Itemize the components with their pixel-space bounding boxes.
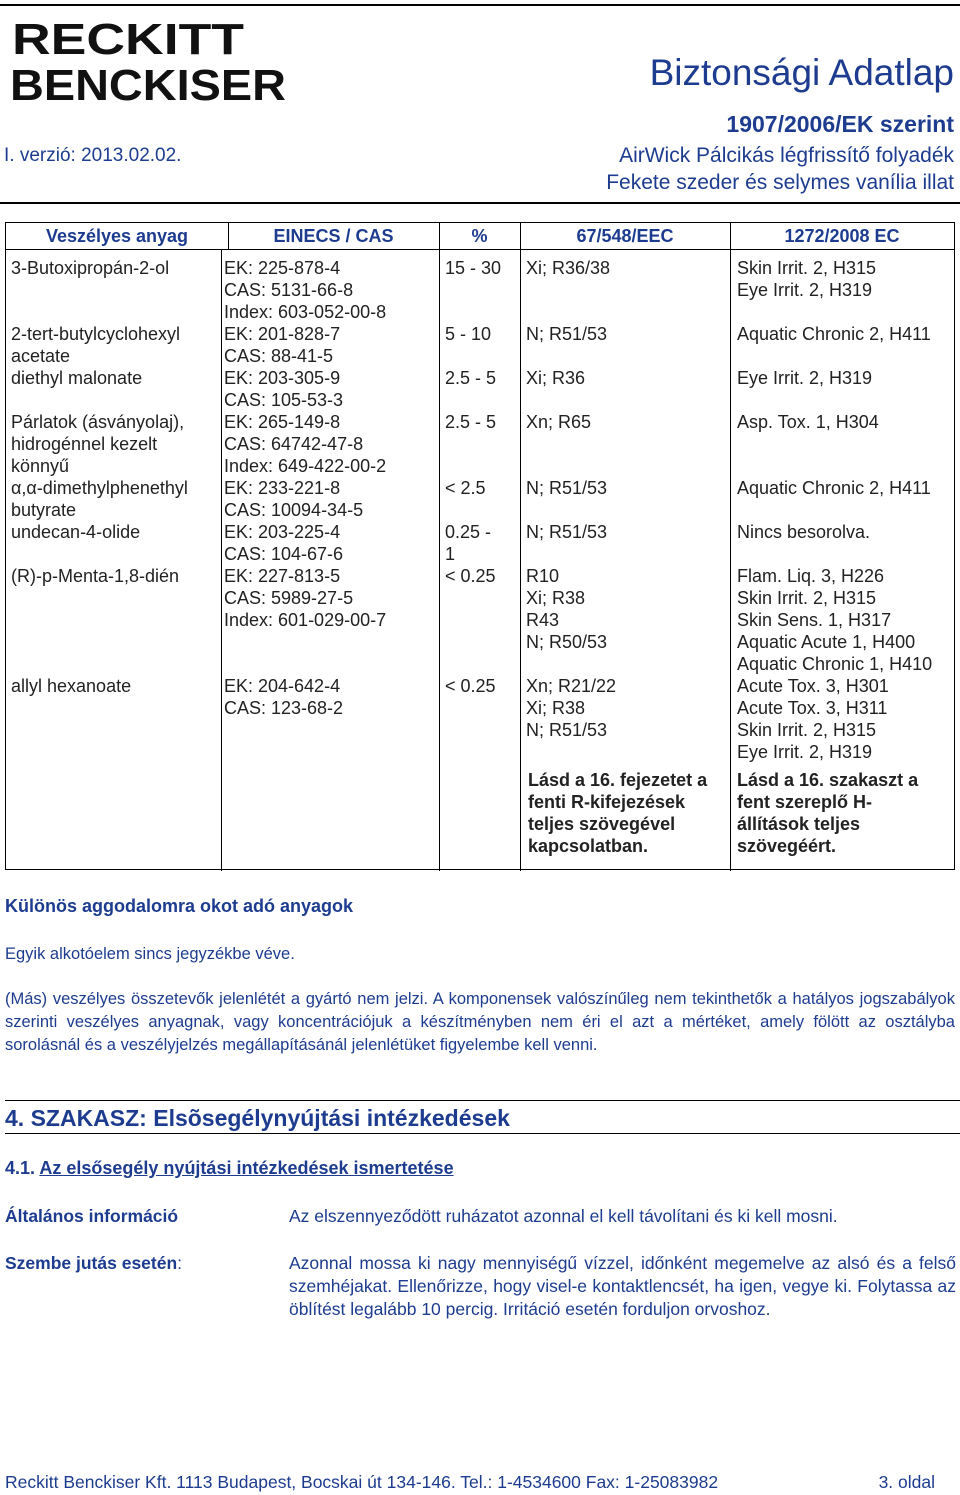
col-header-substance: Veszélyes anyag — [6, 223, 228, 250]
table-cell-ids: EK: 201-828-7 CAS: 88-41-5 — [224, 324, 341, 366]
subsection-title-text: Az elsősegély nyújtási intézkedések ismertetése — [39, 1158, 454, 1178]
table-cell-substance: 3-Butoxipropán-2-ol — [11, 258, 170, 278]
product-name — [606, 142, 954, 196]
table-cell-ec: Nincs besorolva. — [737, 522, 871, 542]
footer-company-info: Reckitt Benckiser Kft. 1113 Budapest, Bocskai út 134-146. Tel.: 1-4534600 Fax: 1-25083982 — [5, 1472, 719, 1492]
logo-line-1: RECKITT — [12, 15, 245, 64]
table-cell-ec: Aquatic Chronic 2, H411 — [737, 478, 931, 498]
concern-paragraph-1: Egyik alkotóelem sincs jegyzékbe véve. — [5, 945, 295, 963]
regulation-reference: 1907/2006/EK szerint — [726, 111, 954, 137]
concern-paragraph-2: (Más) veszélyes összetevők jelenlétét a gyártó nem jelzi. A komponensek valószínűleg nem tekinthetők a hatályos jogszabályok szerinti veszélyes anyagnak, vagy koncentrációjuk a készítményben nem éri el azt a mértéket, amely fölött az osztályba sorolásnál és a veszélyjelzés megállapításánál jelenlétüket figyelembe kell venni. — [5, 990, 955, 1054]
table-cell-ids: EK: 203-225-4 CAS: 104-67-6 — [224, 522, 344, 564]
table-cell-eec: R10 Xi; R38 R43 N; R50/53 — [526, 566, 608, 652]
col-header-einecs-cas: EINECS / CAS — [228, 223, 439, 250]
table-cell-eec: Xi; R36 — [526, 368, 586, 388]
concern-heading: Különös aggodalomra okot adó anyagok — [5, 896, 354, 916]
header-divider — [228, 223, 229, 250]
eye-contact-text: Azonnal mossa ki nagy mennyiségű vízzel, időnként megemelve az alsó és a felső szemhéjakat. Ellenőrizze, hogy visel-e kontaktlencsét, ha igen, vegye ki. Folytassa az öblítést legalább 10 percig. Irritáció esetén forduljon orvoshoz. — [289, 1253, 956, 1319]
table-cell-ids: EK: 203-305-9 CAS: 105-53-3 — [224, 368, 344, 410]
table-cell-percent: 0.25 - 1 — [445, 522, 492, 564]
table-cell-ids: EK: 225-878-4 CAS: 5131-66-8 Index: 603-052-00-8 — [224, 258, 387, 322]
section-rule-bottom — [5, 1133, 960, 1134]
header-top-rule — [0, 4, 960, 6]
col-header-67-548-eec: 67/548/EEC — [520, 223, 730, 250]
table-cell-ids: EK: 227-813-5 CAS: 5989-27-5 Index: 601-029-00-7 — [224, 566, 387, 630]
col-header-1272-2008-ec: 1272/2008 EC — [730, 223, 954, 250]
header-divider — [730, 223, 731, 250]
table-cell-ec: Skin Irrit. 2, H315 Eye Irrit. 2, H319 — [737, 258, 877, 300]
product-line-1: AirWick Pálcikás légfrissítő folyadék — [619, 144, 954, 167]
table-cell-eec: Xn; R21/22 Xi; R38 N; R51/53 — [526, 676, 617, 740]
section-4-title: 4. SZAKASZ: Elsõsegélynyújtási intézkedések — [5, 1105, 510, 1131]
table-cell-ec: Aquatic Chronic 2, H411 — [737, 324, 931, 344]
table-cell-ids: EK: 233-221-8 CAS: 10094-34-5 — [224, 478, 364, 520]
hazardous-substances-table — [5, 222, 955, 870]
table-cell-substance: α,α-dimethylphenethyl butyrate — [11, 478, 188, 520]
company-logo — [10, 12, 290, 106]
table-cell-percent: 5 - 10 — [445, 324, 492, 344]
general-info-text: Az elszennyeződött ruházatot azonnal el kell távolítani és ki kell mosni. — [289, 1206, 838, 1226]
column-divider — [439, 250, 440, 871]
col-header-percent: % — [439, 223, 520, 250]
column-divider — [730, 250, 731, 871]
version-date: I. verzió: 2013.02.02. — [4, 145, 182, 166]
table-cell-ec: Eye Irrit. 2, H319 — [737, 368, 873, 388]
table-cell-substance: diethyl malonate — [11, 368, 143, 388]
logo-line-2: BENCKISER — [10, 61, 286, 106]
general-info-label: Általános információ — [5, 1206, 179, 1226]
table-cell-substance: undecan-4-olide — [11, 522, 141, 542]
header-divider — [520, 223, 521, 250]
table-cell-eec: Xi; R36/38 — [526, 258, 611, 278]
table-cell-ids: EK: 204-642-4 CAS: 123-68-2 — [224, 676, 344, 718]
table-cell-percent: 15 - 30 — [445, 258, 502, 278]
eye-contact-label: Szembe jutás esetén: — [5, 1253, 183, 1273]
header-divider — [439, 223, 440, 250]
table-cell-substance: allyl hexanoate — [11, 676, 132, 696]
table-cell-ec: Asp. Tox. 1, H304 — [737, 412, 879, 432]
table-cell-substance: Párlatok (ásványolaj), hidrogénnel kezelt könnyű — [11, 412, 185, 476]
document-title: Biztonsági Adatlap — [649, 52, 954, 93]
table-cell-percent: 2.5 - 5 — [445, 412, 497, 432]
table-cell-ec: Flam. Liq. 3, H226 Skin Irrit. 2, H315 Skin Sens. 1, H317 Aquatic Acute 1, H400 Aquatic Chronic 1, H410 — [737, 566, 933, 674]
table-cell-percent: 2.5 - 5 — [445, 368, 497, 388]
table-cell-eec: N; R51/53 — [526, 522, 608, 542]
subsection-number: 4.1. — [5, 1158, 36, 1178]
table-cell-eec: N; R51/53 — [526, 324, 608, 344]
table-cell-percent: < 0.25 — [445, 676, 496, 696]
table-cell-percent: < 0.25 — [445, 566, 496, 586]
table-cell-eec: N; R51/53 — [526, 478, 608, 498]
column-divider — [221, 250, 222, 871]
page-footer — [5, 1472, 955, 1493]
column-divider — [520, 250, 521, 871]
page-number: 3. oldal — [878, 1472, 935, 1492]
table-note-r-phrases: Lásd a 16. fejezetet a fenti R-kifejezések teljes szövegével kapcsolatban. — [528, 770, 708, 856]
table-note-h-statements: Lásd a 16. szakaszt a fent szereplő H- állítások teljes szövegéért. — [737, 770, 919, 856]
header-bottom-rule — [0, 202, 960, 204]
table-cell-substance: 2-tert-butylcyclohexyl acetate — [11, 324, 181, 366]
table-cell-substance: (R)-p-Menta-1,8-dién — [11, 566, 180, 586]
table-cell-ec: Acute Tox. 3, H301 Acute Tox. 3, H311 Skin Irrit. 2, H315 Eye Irrit. 2, H319 — [737, 676, 889, 762]
product-line-2: Fekete szeder és selymes vanília illat — [606, 171, 954, 194]
table-cell-eec: Xn; R65 — [526, 412, 592, 432]
subsection-4-1-title — [5, 1158, 454, 1179]
table-cell-ids: EK: 265-149-8 CAS: 64742-47-8 Index: 649-422-00-2 — [224, 412, 387, 476]
section-rule-top — [5, 1100, 960, 1101]
table-cell-percent: < 2.5 — [445, 478, 486, 498]
